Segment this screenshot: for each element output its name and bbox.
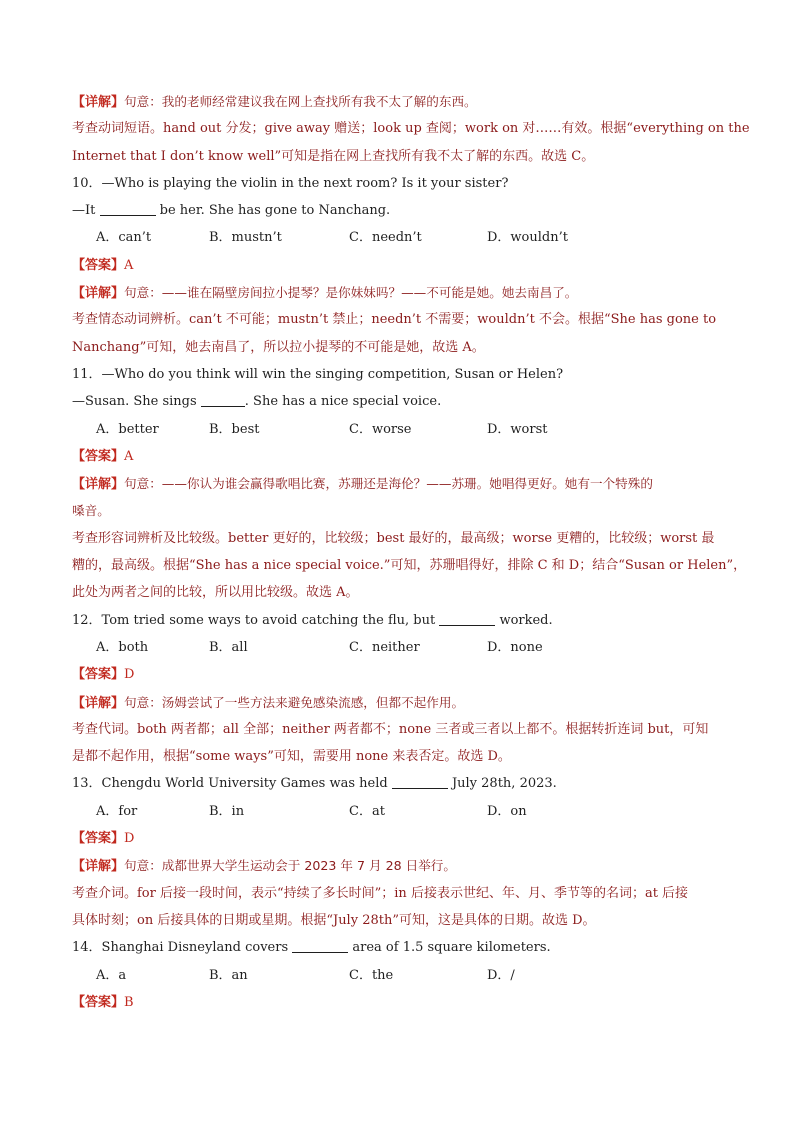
answer-label: 【答案】 [72, 994, 125, 1010]
q11-explanation-line-1: 考查形容词辨析及比较级。better 更好的，比较级；best 最好的，最高级；worse 更糟的，比较级；worst 最 [72, 530, 715, 546]
q11-explanation-line-3: 此处为两者之间的比较，所以用比较级。故选 A。 [72, 585, 359, 601]
document-page [72, 88, 750, 1016]
q13-stem-part-a: Chengdu World University Games was held [101, 776, 392, 792]
answer-label: 【答案】 [72, 831, 125, 847]
q13-option-b: B．in [209, 803, 245, 819]
q13-detail-meaning: 句意：成都世界大学生运动会于 2023 年 7 月 28 日举行。 [124, 858, 456, 874]
answer-blank [100, 202, 156, 216]
q13-stem-part-b: July 28th, 2023. [447, 776, 557, 792]
q9-detail-meaning: 句意：我的老师经常建议我在网上查找所有我不太了解的东西。 [124, 94, 477, 109]
q13-option-a: A．for [96, 803, 138, 819]
q12-options [72, 634, 722, 661]
q11-stem-line-1 [72, 361, 722, 388]
q10-stem-line-1 [72, 170, 722, 197]
q13-stem-line-1 [72, 770, 722, 797]
q12-option-c: C．neither [349, 639, 420, 655]
answer-label: 【答案】 [72, 257, 125, 273]
answer-blank [439, 612, 495, 626]
q13-explanation-line-1: 考查介词。for 后接一段时间，表示“持续了多长时间”；in 后接表示世纪、年、月、季节等的名词；at 后接 [72, 885, 689, 901]
q11-option-c: C．worse [349, 421, 412, 437]
q10-detail-meaning: 句意：——谁在隔壁房间拉小提琴？是你妹妹吗？——不可能是她。她去南昌了。 [124, 285, 578, 301]
answer-blank [392, 775, 448, 789]
q9-detail [72, 88, 722, 115]
q13-option-c: C．at [349, 803, 385, 819]
answer-blank [201, 393, 245, 407]
q12-stem-line-1 [72, 607, 722, 634]
q14-stem-part-b: area of 1.5 square kilometers. [348, 940, 551, 956]
q13-number: 13． [72, 776, 102, 792]
q12-number: 12． [72, 612, 102, 628]
q10-option-a: A．can’t [96, 230, 152, 246]
q14-answer [72, 989, 722, 1016]
answer-label: 【答案】 [72, 448, 125, 464]
q14-stem-line-1 [72, 934, 722, 961]
q11-answer-value: A [124, 448, 134, 464]
q11-answer [72, 443, 722, 470]
q11-option-a: A．better [96, 421, 159, 437]
q14-option-d: D．/ [487, 967, 515, 983]
q10-option-b: B．mustn’t [209, 230, 282, 246]
q10-answer [72, 252, 722, 279]
q11-stem-part-a: —Susan. She sings [72, 394, 201, 410]
q13-options [72, 798, 722, 825]
q14-number: 14． [72, 940, 102, 956]
q12-stem-part-a: Tom tried some ways to avoid catching the flu, but [101, 612, 440, 628]
detail-label: 【详解】 [72, 859, 125, 875]
q9-explanation-line-1: 考查动词短语。hand out 分发；give away 赠送；look up 查阅；work on 对……有效。根据“everything on the [72, 121, 750, 137]
q11-stem-line-2 [72, 388, 722, 415]
q10-stem-part-b: be her. She has gone to Nanchang. [155, 203, 391, 219]
q13-detail [72, 852, 722, 879]
q11-explanation-line-2: 糟的，最高级。根据“She has a nice special voice.”可知，苏珊唱得好，排除 C 和 D；结合“Susan or Helen”， [72, 558, 747, 574]
q14-answer-value: B [124, 994, 134, 1010]
q14-option-a: A．a [96, 967, 127, 983]
q13-answer [72, 825, 722, 852]
q12-answer [72, 661, 722, 688]
q11-stem-part-b: . She has a nice special voice. [244, 394, 442, 410]
q10-explanation-line-1: 考查情态动词辨析。can’t 不可能；mustn’t 禁止；needn’t 不需要；wouldn’t 不会。根据“She has gone to [72, 312, 717, 328]
q11-option-d: D．worst [487, 421, 548, 437]
q12-detail-meaning: 句意：汤姆尝试了一些方法来避免感染流感，但都不起作用。 [124, 694, 465, 710]
q10-option-c: C．needn’t [349, 230, 422, 246]
answer-blank [292, 939, 348, 953]
q10-option-d: D．wouldn’t [487, 230, 568, 246]
q11-number: 11． [72, 366, 102, 382]
q12-answer-value: D [124, 667, 135, 683]
q13-explanation-line-2: 具体时刻；on 后接具体的日期或星期。根据“July 28th”可知，这是具体的日期。故选 D。 [72, 912, 596, 928]
detail-label: 【详解】 [72, 95, 125, 110]
q12-explanation-line-1: 考查代词。both 两者都；all 全部；neither 两者都不；none 三者或三者以上都不。根据转折连词 but，可知 [72, 721, 709, 737]
q12-stem-part-b: worked. [495, 612, 553, 628]
q10-stem-line-2 [72, 197, 722, 224]
q11-stem: —Who do you think will win the singing competition, Susan or Helen? [101, 366, 564, 382]
detail-label: 【详解】 [72, 477, 125, 493]
q9-explanation-line-2: Internet that I don’t know well”可知是指在网上查找所有我不太了解的东西。故选 C。 [72, 148, 595, 164]
q10-stem-part-a: —It [72, 203, 100, 219]
q14-option-b: B．an [209, 967, 248, 983]
q14-option-c: C．the [349, 967, 394, 983]
q12-detail [72, 689, 722, 716]
detail-label: 【详解】 [72, 695, 125, 711]
q10-explanation-line-2: Nanchang”可知，她去南昌了，所以拉小提琴的不可能是她，故选 A。 [72, 339, 485, 355]
q11-option-b: B．best [209, 421, 260, 437]
q14-options [72, 962, 722, 989]
q10-stem: —Who is playing the violin in the next room? Is it your sister? [101, 175, 509, 191]
q10-number: 10． [72, 175, 102, 191]
q11-detail-line-2: 嗓音。 [72, 503, 110, 519]
q13-answer-value: D [124, 831, 135, 847]
q10-options [72, 224, 722, 251]
q12-option-b: B．all [209, 639, 248, 655]
detail-label: 【详解】 [72, 286, 125, 302]
q11-detail-line-1: 句意：——你认为谁会赢得歌唱比赛，苏珊还是海伦？——苏珊。她唱得更好。她有一个特殊的 [124, 476, 653, 492]
answer-label: 【答案】 [72, 667, 125, 683]
q10-answer-value: A [124, 257, 134, 273]
q10-detail [72, 279, 722, 306]
q12-explanation-line-2: 是都不起作用，根据“some ways”可知，需要用 none 来表否定。故选 D。 [72, 749, 511, 765]
q12-option-a: A．both [96, 639, 149, 655]
q13-option-d: D．on [487, 803, 527, 819]
q11-options [72, 416, 722, 443]
q12-option-d: D．none [487, 639, 543, 655]
q14-stem-part-a: Shanghai Disneyland covers [101, 940, 293, 956]
q11-detail [72, 470, 722, 497]
